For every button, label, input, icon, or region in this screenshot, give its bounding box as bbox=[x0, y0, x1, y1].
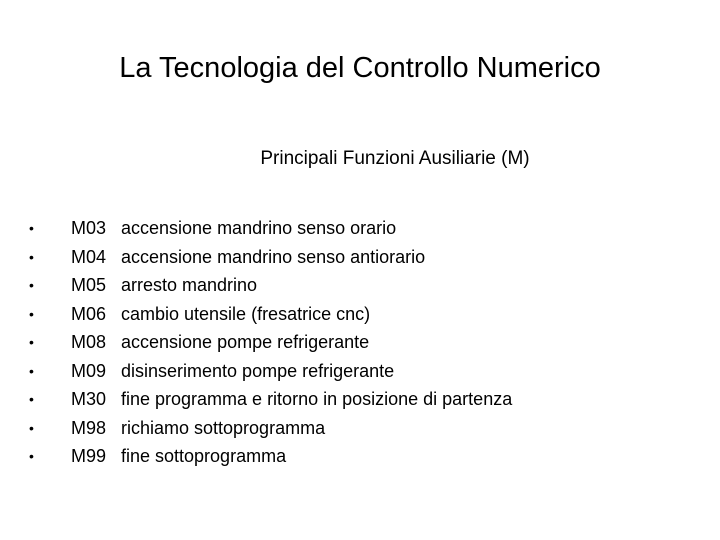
m-code: M09 bbox=[71, 360, 107, 381]
list-item bbox=[0, 243, 720, 272]
m-code: M06 bbox=[71, 303, 107, 324]
m-code-description: cambio utensile (fresatrice cnc) bbox=[121, 303, 371, 324]
bullet-icon: • bbox=[29, 448, 34, 464]
bullet-icon: • bbox=[29, 220, 34, 236]
m-code: M30 bbox=[71, 389, 107, 409]
m-codes-list bbox=[0, 214, 720, 471]
m-code: M03 bbox=[71, 218, 107, 238]
subtitle-text: Principali Funzioni Ausiliarie (M) bbox=[260, 148, 530, 169]
bullet-icon: • bbox=[29, 305, 34, 322]
bullet-icon: • bbox=[29, 334, 34, 350]
m-code: M99 bbox=[71, 446, 107, 466]
m-code: M04 bbox=[71, 246, 107, 267]
m-code-description: accensione mandrino senso antiorario bbox=[121, 246, 426, 267]
bullet-icon: • bbox=[29, 419, 34, 436]
bullet-icon: • bbox=[29, 277, 34, 293]
m-code-description: disinserimento pompe refrigerante bbox=[121, 360, 395, 381]
bullet-icon: • bbox=[29, 391, 34, 407]
slide-title: La Tecnologia del Controllo Numerico bbox=[119, 52, 601, 84]
bullet-icon: • bbox=[29, 248, 34, 265]
slide-subtitle bbox=[0, 145, 680, 173]
m-code-description: accensione mandrino senso orario bbox=[121, 218, 397, 238]
list-item bbox=[0, 328, 720, 357]
list-item bbox=[0, 357, 720, 386]
list-item bbox=[0, 271, 720, 300]
list-item bbox=[0, 442, 720, 471]
m-code-description: arresto mandrino bbox=[121, 275, 258, 295]
m-code: M08 bbox=[71, 332, 107, 352]
m-code-description: fine programma e ritorno in posizione di partenza bbox=[121, 389, 513, 409]
list-item bbox=[0, 300, 720, 329]
list-item bbox=[0, 214, 720, 243]
list-item bbox=[0, 385, 720, 414]
m-code: M98 bbox=[71, 417, 107, 438]
m-code: M05 bbox=[71, 275, 107, 295]
m-code-description: fine sottoprogramma bbox=[121, 446, 287, 466]
bullet-icon: • bbox=[29, 362, 34, 379]
m-code-description: richiamo sottoprogramma bbox=[121, 417, 326, 438]
list-item bbox=[0, 414, 720, 443]
m-code-description: accensione pompe refrigerante bbox=[121, 332, 370, 352]
